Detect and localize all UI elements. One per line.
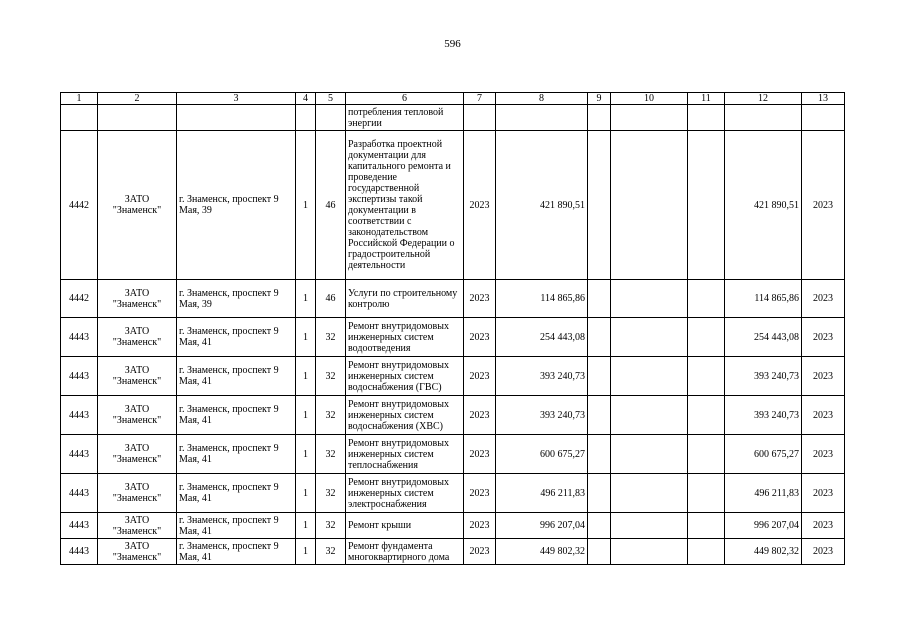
continuation-row (61, 105, 845, 131)
total-cost: 996 207,04 (725, 513, 802, 539)
municipality: ЗАТО "Знаменск" (98, 539, 177, 565)
year: 2023 (464, 396, 496, 435)
cost: 393 240,73 (496, 357, 588, 396)
col-5-value: 46 (316, 280, 346, 318)
completion-year: 2023 (802, 539, 845, 565)
header-row (61, 93, 845, 105)
year: 2023 (464, 357, 496, 396)
completion-year: 2023 (802, 357, 845, 396)
completion-year: 2023 (802, 396, 845, 435)
row-number: 4443 (61, 435, 98, 474)
col-header: 10 (611, 93, 688, 105)
work-description: Ремонт крыши (346, 513, 464, 539)
col-header: 1 (61, 93, 98, 105)
year: 2023 (464, 318, 496, 357)
table-row (61, 280, 845, 318)
table-row (61, 474, 845, 513)
completion-year: 2023 (802, 280, 845, 318)
row-number: 4442 (61, 131, 98, 280)
address: г. Знаменск, проспект 9 Мая, 41 (177, 513, 296, 539)
municipality: ЗАТО "Знаменск" (98, 435, 177, 474)
cost: 393 240,73 (496, 396, 588, 435)
address: г. Знаменск, проспект 9 Мая, 41 (177, 435, 296, 474)
col-5-value: 46 (316, 131, 346, 280)
work-description: Ремонт внутридомовых инженерных систем теплоснабжения (346, 435, 464, 474)
year: 2023 (464, 131, 496, 280)
completion-year: 2023 (802, 435, 845, 474)
municipality: ЗАТО "Знаменск" (98, 280, 177, 318)
total-cost: 496 211,83 (725, 474, 802, 513)
col-header: 6 (346, 93, 464, 105)
col-header: 5 (316, 93, 346, 105)
col-4-value: 1 (296, 280, 316, 318)
address: г. Знаменск, проспект 9 Мая, 39 (177, 280, 296, 318)
col-4-value: 1 (296, 131, 316, 280)
cost: 114 865,86 (496, 280, 588, 318)
address: г. Знаменск, проспект 9 Мая, 39 (177, 131, 296, 280)
table-row (61, 357, 845, 396)
work-description: Ремонт внутридомовых инженерных систем водоснабжения (ГВС) (346, 357, 464, 396)
row-number: 4443 (61, 318, 98, 357)
completion-year: 2023 (802, 474, 845, 513)
table-row (61, 435, 845, 474)
col-5-value: 32 (316, 435, 346, 474)
col-4-value: 1 (296, 318, 316, 357)
cost: 421 890,51 (496, 131, 588, 280)
col-header: 13 (802, 93, 845, 105)
col-header: 8 (496, 93, 588, 105)
completion-year: 2023 (802, 131, 845, 280)
col-4-value: 1 (296, 513, 316, 539)
col-header: 9 (588, 93, 611, 105)
work-description: Ремонт фундамента многоквартирного дома (346, 539, 464, 565)
cost: 600 675,27 (496, 435, 588, 474)
table-row (61, 513, 845, 539)
address: г. Знаменск, проспект 9 Мая, 41 (177, 539, 296, 565)
col-5-value: 32 (316, 513, 346, 539)
col-4-value: 1 (296, 474, 316, 513)
completion-year: 2023 (802, 318, 845, 357)
municipality: ЗАТО "Знаменск" (98, 396, 177, 435)
col-4-value: 1 (296, 396, 316, 435)
municipality: ЗАТО "Знаменск" (98, 474, 177, 513)
table-row (61, 539, 845, 565)
table-row (61, 318, 845, 357)
col-header: 3 (177, 93, 296, 105)
total-cost: 393 240,73 (725, 396, 802, 435)
col-5-value: 32 (316, 539, 346, 565)
row-number: 4443 (61, 474, 98, 513)
cost: 449 802,32 (496, 539, 588, 565)
col-5-value: 32 (316, 396, 346, 435)
work-description: Ремонт внутридомовых инженерных систем электроснабжения (346, 474, 464, 513)
work-description: потребления тепловой энергии (346, 105, 464, 131)
col-header: 7 (464, 93, 496, 105)
row-number: 4443 (61, 357, 98, 396)
col-4-value: 1 (296, 435, 316, 474)
work-description: Ремонт внутридомовых инженерных систем водоотведения (346, 318, 464, 357)
cost: 254 443,08 (496, 318, 588, 357)
year: 2023 (464, 513, 496, 539)
col-header: 4 (296, 93, 316, 105)
col-header: 12 (725, 93, 802, 105)
work-description: Разработка проектной документации для капитального ремонта и проведение государственной экспертизы такой документации в соответствии с законодательством Российской Федерации о градостроительной деятельности (346, 131, 464, 280)
year: 2023 (464, 474, 496, 513)
row-number: 4443 (61, 396, 98, 435)
total-cost: 449 802,32 (725, 539, 802, 565)
row-number: 4442 (61, 280, 98, 318)
col-header: 2 (98, 93, 177, 105)
year: 2023 (464, 435, 496, 474)
row-number: 4443 (61, 539, 98, 565)
municipality: ЗАТО "Знаменск" (98, 513, 177, 539)
total-cost: 600 675,27 (725, 435, 802, 474)
col-4-value: 1 (296, 357, 316, 396)
address: г. Знаменск, проспект 9 Мая, 41 (177, 318, 296, 357)
table-row (61, 131, 845, 280)
cost: 496 211,83 (496, 474, 588, 513)
table-row (61, 396, 845, 435)
municipality: ЗАТО "Знаменск" (98, 357, 177, 396)
total-cost: 254 443,08 (725, 318, 802, 357)
total-cost: 114 865,86 (725, 280, 802, 318)
municipality: ЗАТО "Знаменск" (98, 131, 177, 280)
row-number: 4443 (61, 513, 98, 539)
cost: 996 207,04 (496, 513, 588, 539)
col-5-value: 32 (316, 357, 346, 396)
work-description: Услуги по строительному контролю (346, 280, 464, 318)
col-5-value: 32 (316, 318, 346, 357)
total-cost: 393 240,73 (725, 357, 802, 396)
address: г. Знаменск, проспект 9 Мая, 41 (177, 396, 296, 435)
address: г. Знаменск, проспект 9 Мая, 41 (177, 357, 296, 396)
address: г. Знаменск, проспект 9 Мая, 41 (177, 474, 296, 513)
total-cost: 421 890,51 (725, 131, 802, 280)
col-5-value: 32 (316, 474, 346, 513)
capital-repair-table (60, 92, 845, 565)
municipality: ЗАТО "Знаменск" (98, 318, 177, 357)
year: 2023 (464, 539, 496, 565)
col-4-value: 1 (296, 539, 316, 565)
col-header: 11 (688, 93, 725, 105)
page-number: 596 (444, 38, 461, 50)
year: 2023 (464, 280, 496, 318)
work-description: Ремонт внутридомовых инженерных систем водоснабжения (ХВС) (346, 396, 464, 435)
completion-year: 2023 (802, 513, 845, 539)
